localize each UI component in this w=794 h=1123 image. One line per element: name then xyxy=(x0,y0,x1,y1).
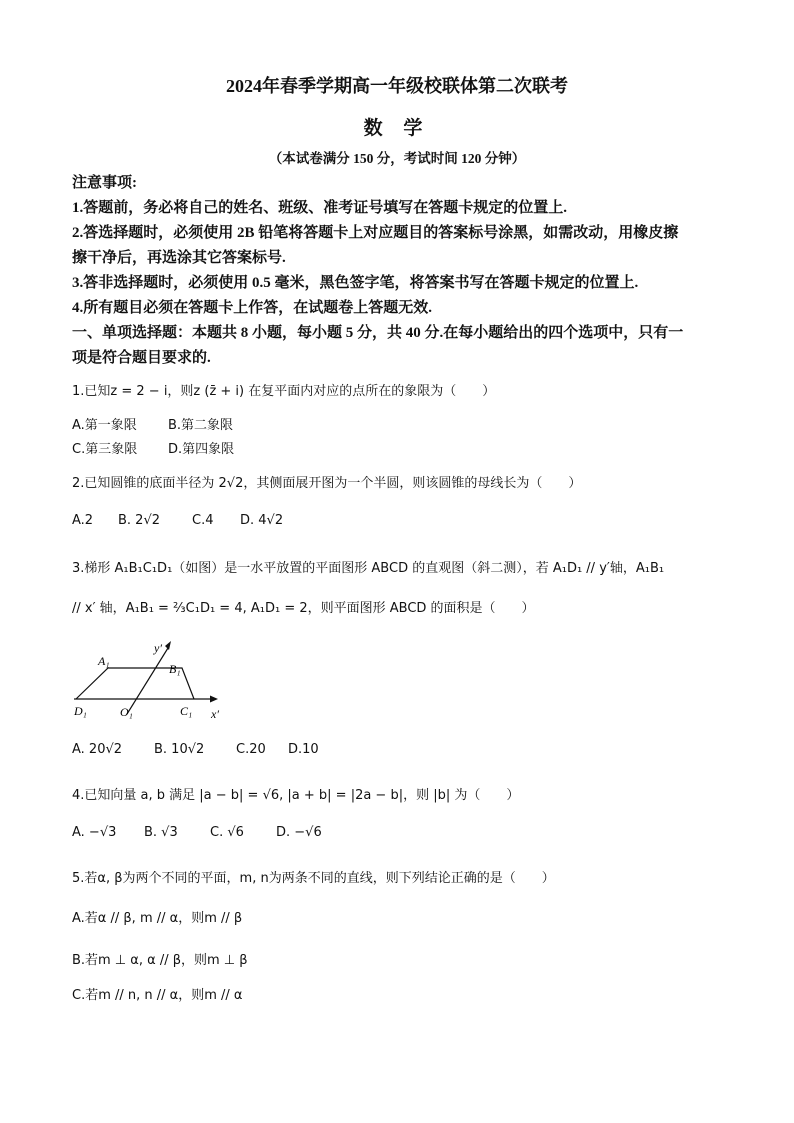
q3-option-d: D.10 xyxy=(288,742,319,757)
q1-stem: 1.已知z = 2 − i，则z (z̄ + i) 在复平面内对应的点所在的象限为（ ） xyxy=(72,384,496,399)
q3-option-a: A. 20√2 xyxy=(72,742,123,757)
q1-option-a: A.第一象限 xyxy=(72,418,137,433)
q4-option-d: D. −√6 xyxy=(276,825,322,840)
q1-option-d: D.第四象限 xyxy=(168,442,235,457)
label-d1: D₁ xyxy=(74,704,87,718)
notice-item-4: 4.所有题目必须在答题卡上作答，在试题卷上答题无效. xyxy=(72,300,433,316)
q4-stem: 4.已知向量 a, b 满足 |a − b| = √6, |a + b| = |2a − b|，则 |b| 为（ ） xyxy=(72,788,520,803)
q2-options xyxy=(72,513,283,528)
section1-line2: 项是符合题目要求的. xyxy=(72,350,211,366)
q1-option-c: C.第三象限 xyxy=(72,442,138,457)
q3-stem-line1: 3.梯形 A₁B₁C₁D₁（如图）是一水平放置的平面图形 ABCD 的直观图（斜二测），若 A₁D₁ // y′轴，A₁B₁ xyxy=(72,561,665,576)
y-axis-arrow xyxy=(165,641,171,650)
q2-option-c: C.4 xyxy=(192,513,214,528)
q2-stem: 2.已知圆锥的底面半径为 2√2，其侧面展开图为一个半圆，则该圆锥的母线长为（ ） xyxy=(72,476,582,491)
q4-option-a: A. −√3 xyxy=(72,825,117,840)
q3-option-b: B. 10√2 xyxy=(154,742,205,757)
label-c1: C₁ xyxy=(180,704,193,718)
subject-title: 数 学 xyxy=(363,118,431,139)
label-a1: A₁ xyxy=(98,654,110,668)
q4-option-c: C. √6 xyxy=(210,825,244,840)
notice-heading: 注意事项: xyxy=(72,175,137,191)
q2-option-a: A.2 xyxy=(72,513,94,528)
x-axis-arrow xyxy=(210,696,218,703)
label-x-prime: x′ xyxy=(211,707,219,721)
notice-item-1: 1.答题前，务必将自己的姓名、班级、准考证号填写在答题卡规定的位置上. xyxy=(72,200,568,216)
label-b1: B₁ xyxy=(169,662,181,676)
label-y-prime: y′ xyxy=(154,641,162,655)
q5-option-c: C.若m // n, n // α，则m // α xyxy=(72,988,243,1003)
label-o1: O₁ xyxy=(120,705,133,719)
q5-option-b: B.若m ⊥ α, α // β，则m ⊥ β xyxy=(72,953,248,968)
notice-item-2: 2.答选择题时，必须使用 2B 铅笔将答题卡上对应题目的答案标号涂黑，如需改动，用橡皮擦 xyxy=(72,225,679,241)
exam-note: （本试卷满分 150 分，考试时间 120 分钟） xyxy=(268,151,526,166)
q3-options xyxy=(72,742,319,757)
q1-option-b: B.第二象限 xyxy=(168,418,234,433)
q2-option-d: D. 4√2 xyxy=(240,513,284,528)
notice-section xyxy=(72,171,732,371)
q2-option-b: B. 2√2 xyxy=(118,513,161,528)
y-axis-line xyxy=(127,648,168,714)
q3-option-c: C.20 xyxy=(236,742,266,757)
q4-option-b: B. √3 xyxy=(144,825,178,840)
section1-line1: 一、单项选择题：本题共 8 小题，每小题 5 分，共 40 分.在每小题给出的四个选项中，只有一 xyxy=(72,325,684,341)
exam-title: 2024年春季学期高一年级校联体第二次联考 xyxy=(226,76,568,96)
q3-figure xyxy=(72,636,232,726)
notice-item-3: 3.答非选择题时，必须使用 0.5 毫米，黑色签字笔，将答案书写在答题卡规定的位置上. xyxy=(72,275,639,291)
q5-option-a: A.若α // β, m // α，则m // β xyxy=(72,911,243,926)
q5-stem: 5.若α, β为两个不同的平面，m, n为两条不同的直线，则下列结论正确的是（ ） xyxy=(72,871,555,886)
q4-options xyxy=(72,825,322,840)
q1-options-row1 xyxy=(72,414,233,433)
notice-item-2-cont: 擦干净后，再选涂其它答案标号. xyxy=(72,250,286,266)
q1-options-row2 xyxy=(72,438,234,457)
q3-stem-line2: // x′ 轴，A₁B₁ = ⅔C₁D₁ = 4, A₁D₁ = 2，则平面图形 ABCD 的面积是（ ） xyxy=(72,601,535,616)
